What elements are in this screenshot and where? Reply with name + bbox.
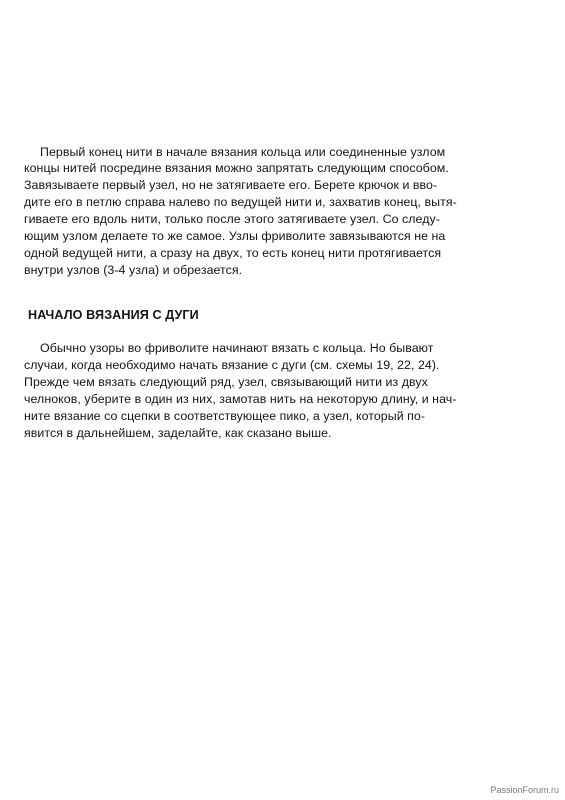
text-line: Завязываете первый узел, но не затягиваете его. Берете крючок и вво- xyxy=(24,178,438,192)
text-line: гиваете его вдоль нити, только после этого затягиваете узел. Со следу- xyxy=(24,212,440,226)
text-line: челноков, уберите в один из них, замотав нить на некоторую длину, и нач- xyxy=(24,392,457,406)
watermark: PassionForum.ru xyxy=(490,785,559,795)
text-line: явится в дальнейшем, заделайте, как сказано выше. xyxy=(24,426,332,440)
text-line: случаи, когда необходимо начать вязание с дуги (см. схемы 19, 22, 24). xyxy=(24,358,440,372)
text-line: Первый конец нити в начале вязания кольца или соединенные узлом xyxy=(40,145,446,159)
text-line: ющим узлом делаете то же самое. Узлы фриволите завязываются не на xyxy=(24,229,446,243)
text-line: Обычно узоры во фриволите начинают вязать с кольца. Но бывают xyxy=(40,341,434,355)
text-line: Прежде чем вязать следующий ряд, узел, связывающий нити из двух xyxy=(24,375,428,389)
section-heading: НАЧАЛО ВЯЗАНИЯ С ДУГИ xyxy=(28,308,199,322)
text-line: дите его в петлю справа налево по ведущей нити и, захватив конец, вытя- xyxy=(24,195,457,209)
text-line: внутри узлов (3-4 узла) и обрезается. xyxy=(24,263,243,277)
text-line: ните вязание со сцепки в соответствующее пико, а узел, который по- xyxy=(24,409,426,423)
text-line: концы нитей посредине вязания можно запрятать следующим способом. xyxy=(24,161,449,175)
text-line: одной ведущей нити, а сразу на двух, то есть конец нити протягивается xyxy=(24,246,442,260)
